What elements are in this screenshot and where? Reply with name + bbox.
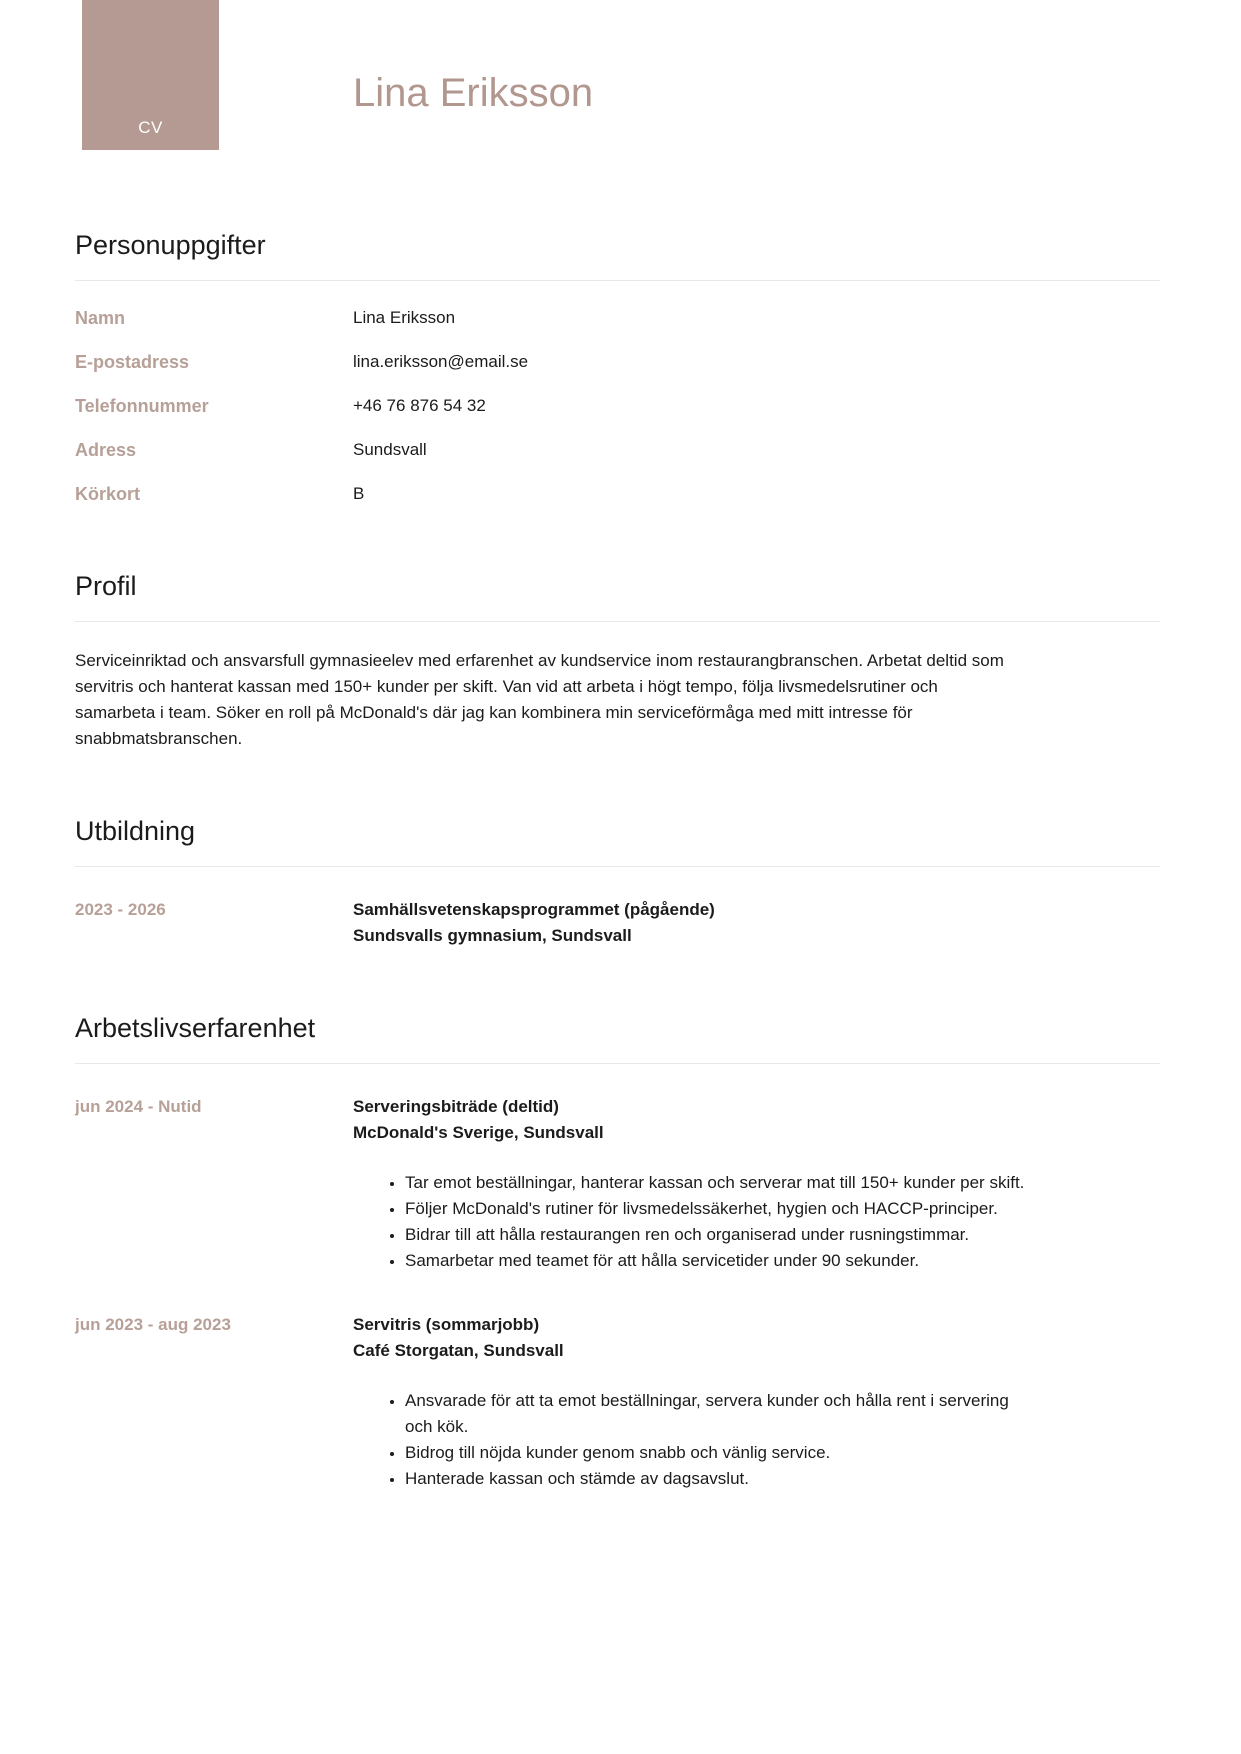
experience-duty: • Tar emot beställningar, hanterar kassan och serverar mat till 150+ kunder per skift. [405,1170,1033,1196]
experience-duty: • Hanterade kassan och stämde av dagsavslut. [405,1466,1033,1492]
experience-heading: Arbetslivserfarenhet [75,1013,1160,1064]
experience-entry [75,1312,1160,1492]
personal-info-row [75,439,1160,461]
experience-duty: • Ansvarade för att ta emot beställningar, servera kunder och hålla rent i servering och kök. [405,1388,1033,1440]
personal-info-row [75,351,1160,373]
experience-employer: McDonald's Sverige, Sundsvall [353,1123,604,1142]
experience-duties-list [353,1388,1033,1492]
experience-job-title: Serveringsbiträde (deltid) [353,1097,559,1116]
personal-info-value: +46 76 876 54 32 [353,396,486,415]
education-period: 2023 - 2026 [75,900,166,919]
education-program: Samhällsvetenskapsprogrammet (pågående) [353,900,715,919]
section-personal-info [75,230,1160,505]
education-school: Sundsvalls gymnasium, Sundsvall [353,926,632,945]
personal-info-value: Sundsvall [353,440,427,459]
personal-info-value: Lina Eriksson [353,308,456,327]
experience-entry-body [353,1094,1160,1274]
personal-info-value: lina.eriksson@email.se [353,352,529,371]
personal-info-label: Namn [75,308,126,328]
personal-info-label: E-postadress [75,352,190,372]
personal-info-row [75,395,1160,417]
profile-summary: Serviceinriktad och ansvarsfull gymnasieelev med erfarenhet av kundservice inom restaurangbranschen. Arbetat deltid som servitris och hanterat kassan med 150+ kunder per skift. Van vid att arbeta i högt tempo, följa livsmedelsrutiner och samarbeta i team. Söker en roll på McDonald's där jag kan kombinera min serviceförmåga med mitt intresse för snabbmatsbranschen. [75,651,1004,748]
cv-badge [82,0,219,150]
education-entry [75,897,1160,949]
experience-duty: • Samarbetar med teamet för att hålla servicetider under 90 sekunder. [405,1248,1033,1274]
section-experience [75,1013,1160,1492]
personal-info-rows [75,307,1160,505]
personal-info-label: Telefonnummer [75,396,209,416]
profile-heading: Profil [75,571,1160,622]
personal-info-row [75,483,1160,505]
experience-duty: • Bidrar till att hålla restaurangen ren och organiserad under rusningstimmar. [405,1222,1033,1248]
experience-job-title: Servitris (sommarjobb) [353,1315,540,1334]
experience-entry-body [353,1312,1160,1492]
experience-employer: Café Storgatan, Sundsvall [353,1341,564,1360]
experience-period: jun 2024 - Nutid [75,1097,202,1116]
personal-info-label: Adress [75,440,137,460]
experience-entry [75,1094,1160,1274]
personal-info-value: B [353,484,365,503]
education-entry-body [353,897,1160,949]
experience-duties-list [353,1170,1033,1274]
personal-info-label: Körkort [75,484,141,504]
page-title: Lina Eriksson [353,71,594,116]
section-education [75,816,1160,949]
cv-badge-label: CV [138,118,163,137]
experience-duty: • Följer McDonald's rutiner för livsmedelssäkerhet, hygien och HACCP-principer. [405,1196,1033,1222]
experience-duty: • Bidrog till nöjda kunder genom snabb och vänlig service. [405,1440,1033,1466]
experience-period: jun 2023 - aug 2023 [75,1315,231,1334]
cv-header [75,0,1160,150]
personal-info-heading: Personuppgifter [75,230,1160,281]
education-heading: Utbildning [75,816,1160,867]
section-profile [75,571,1160,752]
personal-info-row [75,307,1160,329]
